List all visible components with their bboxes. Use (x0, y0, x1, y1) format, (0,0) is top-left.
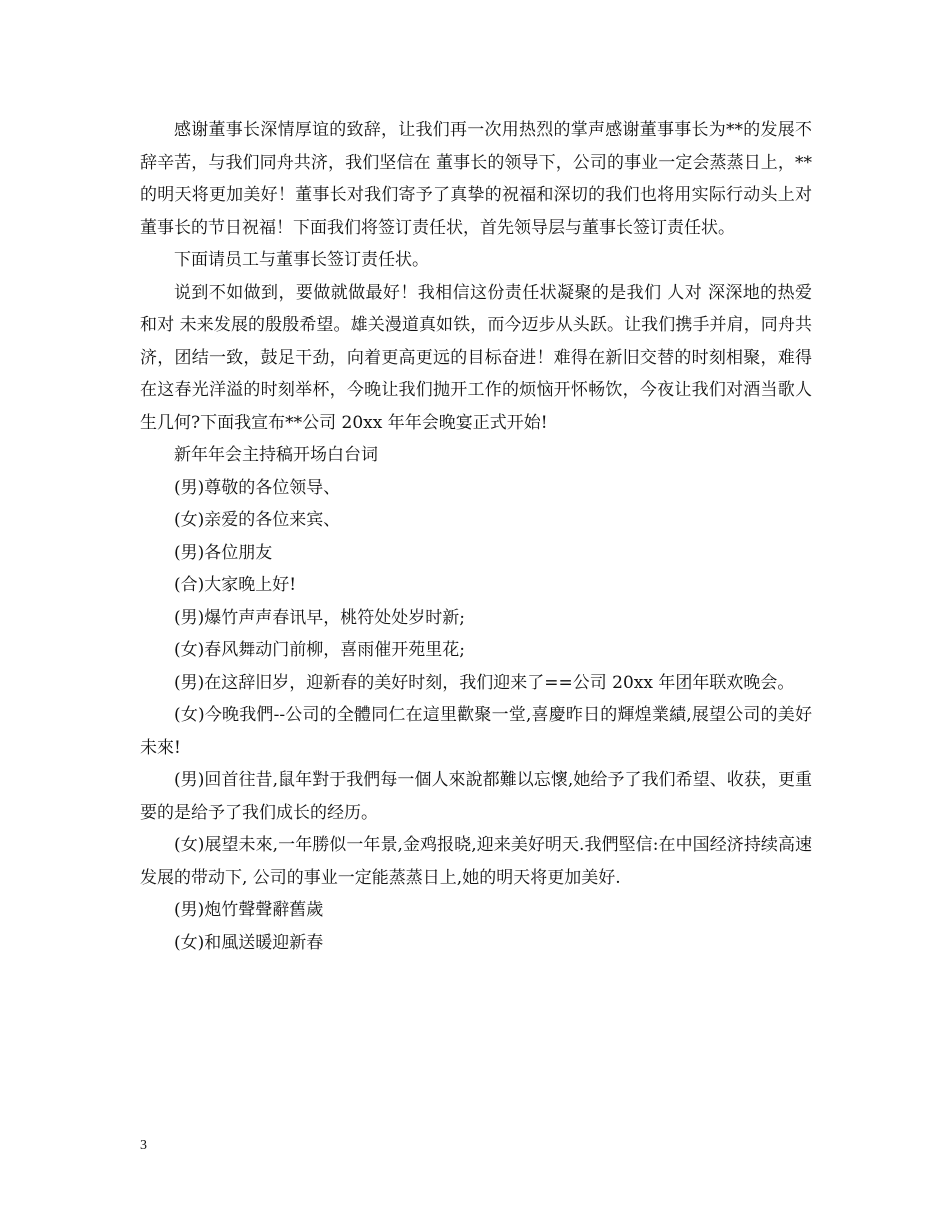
paragraph: (男)各位朋友 (174, 542, 273, 563)
paragraph: 说到不如做到，要做就做最好！我相信这份责任状凝聚的是我们 人对 深深地的热爱和对 未来发展的殷殷希望。雄关漫道真如铁，而今迈步从头跃。让我们携手并肩，同舟共济，团结一致，鼓足干劲，向着更高更远的目标奋进！难得在新旧交替的时刻相聚，难得在这春光洋溢的时刻举杯，今晚让我们抛开工作的烦恼开怀畅饮，今夜让我们对酒当歌人生几何?下面我宣布**公司 20xx 年年会晚宴正式开始! (140, 282, 812, 433)
paragraph: (女)春风舞动门前柳，喜雨催开苑里花; (174, 640, 465, 660)
paragraph: (男)回首往昔,鼠年對于我們每一個人來說都難以忘懷,她给予了我们希望、收获，更重要的是给予了我们成长的经历。 (140, 770, 812, 823)
paragraph: (女)今晚我們--公司的全體同仁在這里歡聚一堂,喜慶昨日的輝煌業績,展望公司的美好未來! (140, 705, 812, 758)
paragraph: (男)在这辞旧岁，迎新春的美好时刻，我们迎来了==公司 20xx 年团年联欢晚会。 (174, 672, 795, 693)
paragraph: (男)尊敬的各位领导、 (174, 477, 341, 498)
document-body (140, 114, 812, 959)
paragraph: 下面请员工与董事长签订责任状。 (174, 250, 429, 270)
page-number: 3 (140, 1138, 147, 1153)
paragraph: (女)亲爱的各位来宾、 (174, 510, 341, 530)
paragraph: (女)展望未來,一年勝似一年景,金鸡报晓,迎来美好明天.我們堅信:在中国经济持续高速发展的带动下, 公司的事业一定能蒸蒸日上,她的明天将更加美好. (140, 835, 812, 888)
paragraph: (男)炮竹聲聲辭舊歲 (174, 900, 324, 920)
paragraph: 感谢董事长深情厚谊的致辞，让我们再一次用热烈的掌声感谢董事事长为**的发展不辞辛苦，与我们同舟共济，我们坚信在 董事长的领导下，公司的事业一定会蒸蒸日上，**的明天将更加美好！董事长对我们寄予了真挚的祝福和深切的我们也将用实际行动头上对董事长的节日祝福！下面我们将签订责任状，首先领导层与董事长签订责任状。 (140, 120, 812, 238)
paragraph: (男)爆竹声声春讯早，桃符处处岁时新; (174, 607, 465, 628)
paragraph: (合)大家晚上好! (174, 575, 297, 595)
paragraph: (女)和風送暖迎新春 (174, 932, 324, 953)
paragraph: 新年年会主持稿开场白台词 (174, 445, 378, 465)
